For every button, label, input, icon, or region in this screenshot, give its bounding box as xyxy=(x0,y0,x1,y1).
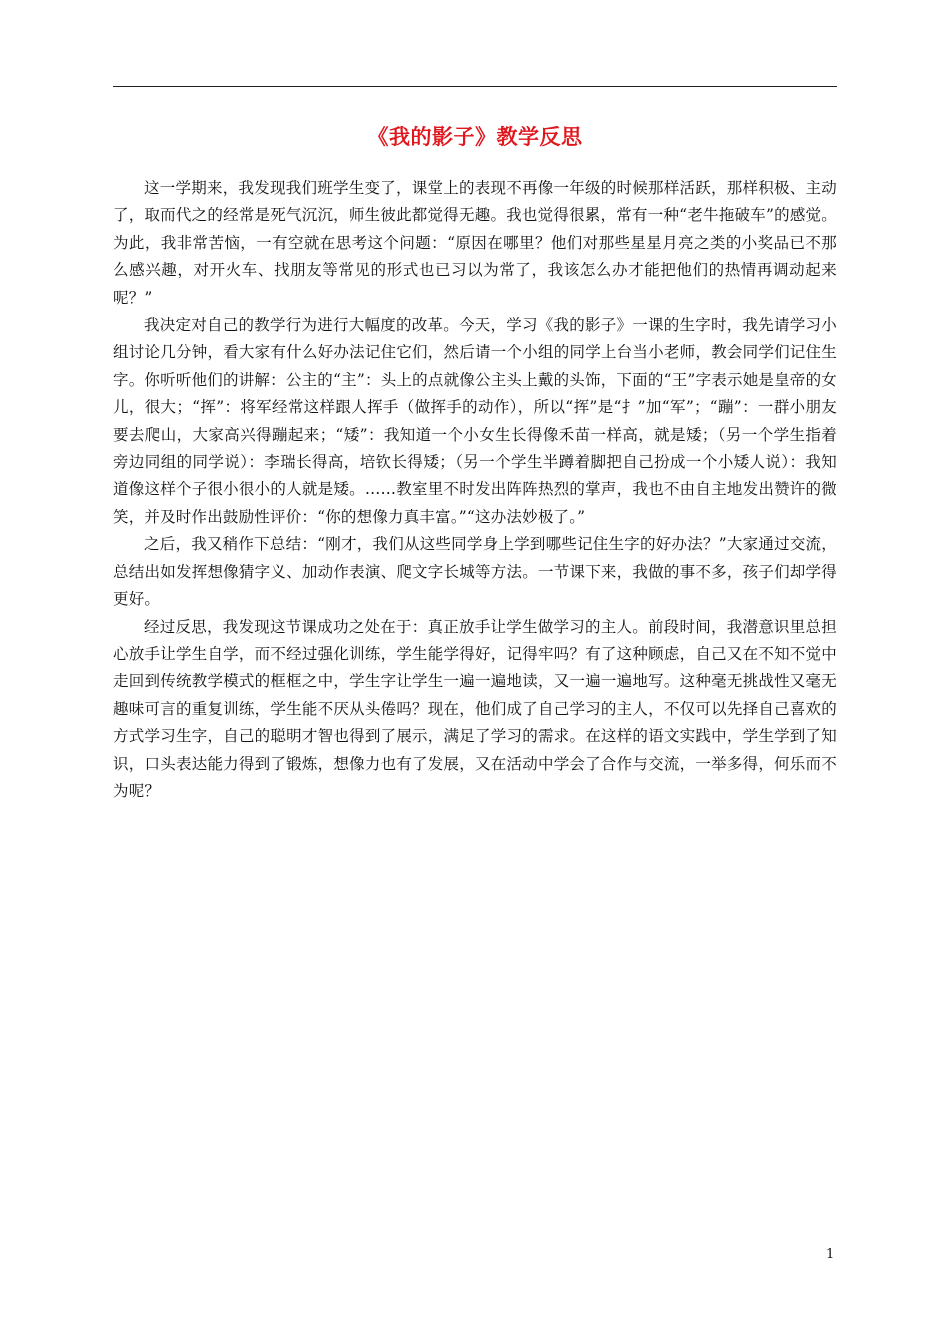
header-rule xyxy=(113,86,837,87)
paragraph-2: 我决定对自己的教学行为进行大幅度的改革。今天，学习《我的影子》一课的生字时，我先请学习小组讨论几分钟，看大家有什么好办法记住它们，然后请一个小组的同学上台当小老师，教会同学们记住生字。你听听他们的讲解：公主的“主”：头上的点就像公主头上戴的头饰，下面的“王”字表示她是皇帝的女儿，很大；“挥”：将军经常这样跟人挥手（做挥手的动作），所以“挥”是“扌”加“军”；“蹦”：一群小朋友要去爬山，大家高兴得蹦起来；“矮”：我知道一个小女生长得像禾苗一样高，就是矮；（另一个学生指着旁边同组的同学说）：李瑞长得高，培钦长得矮；（另一个学生半蹲着脚把自己扮成一个小矮人说）：我知道像这样个子很小很小的人就是矮。……教室里不时发出阵阵热烈的掌声，我也不由自主地发出赞许的微笑，并及时作出鼓励性评价：“你的想像力真丰富。”“这办法妙极了。” xyxy=(113,316,837,526)
document-title: 《我的影子》教学反思 xyxy=(367,124,583,149)
paragraph-4: 经过反思，我发现这节课成功之处在于：真正放手让学生做学习的主人。前段时间，我潜意识里总担心放手让学生自学，而不经过强化训练，学生能学得好，记得牢吗？有了这种顾虑，自己又在不知不觉中走回到传统教学模式的框框之中，学生字让学生一遍一遍地读，又一遍一遍地写。这种毫无挑战性又毫无趣味可言的重复训练，学生能不厌从头倦吗？现在，他们成了自己学习的主人，不仅可以先择自己喜欢的方式学习生字，自己的聪明才智也得到了展示，满足了学习的需求。在这样的语文实践中，学生学到了知识，口头表达能力得到了锻炼，想像力也有了发展，又在活动中学会了合作与交流，一举多得，何乐而不为呢？ xyxy=(113,617,837,800)
paragraph-1: 这一学期来，我发现我们班学生变了，课堂上的表现不再像一年级的时候那样活跃，那样积极、主动了，取而代之的经常是死气沉沉，师生彼此都觉得无趣。我也觉得很累，常有一种“老牛拖破车”的感觉。为此，我非常苦恼，一有空就在思考这个问题：“原因在哪里？他们对那些星星月亮之类的小奖品已不那么感兴趣，对开火车、找朋友等常见的形式也已习以为常了，我该怎么办才能把他们的热情再调动起来呢？” xyxy=(113,179,837,307)
page-number: 1 xyxy=(826,1247,835,1262)
document-body xyxy=(113,175,837,805)
paragraph-3: 之后，我又稍作下总结：“刚才，我们从这些同学身上学到哪些记住生字的好办法？”大家通过交流，总结出如发挥想像猜字义、加动作表演、爬文字长城等方法。一节课下来，我做的事不多，孩子们却学得更好。 xyxy=(113,535,837,609)
